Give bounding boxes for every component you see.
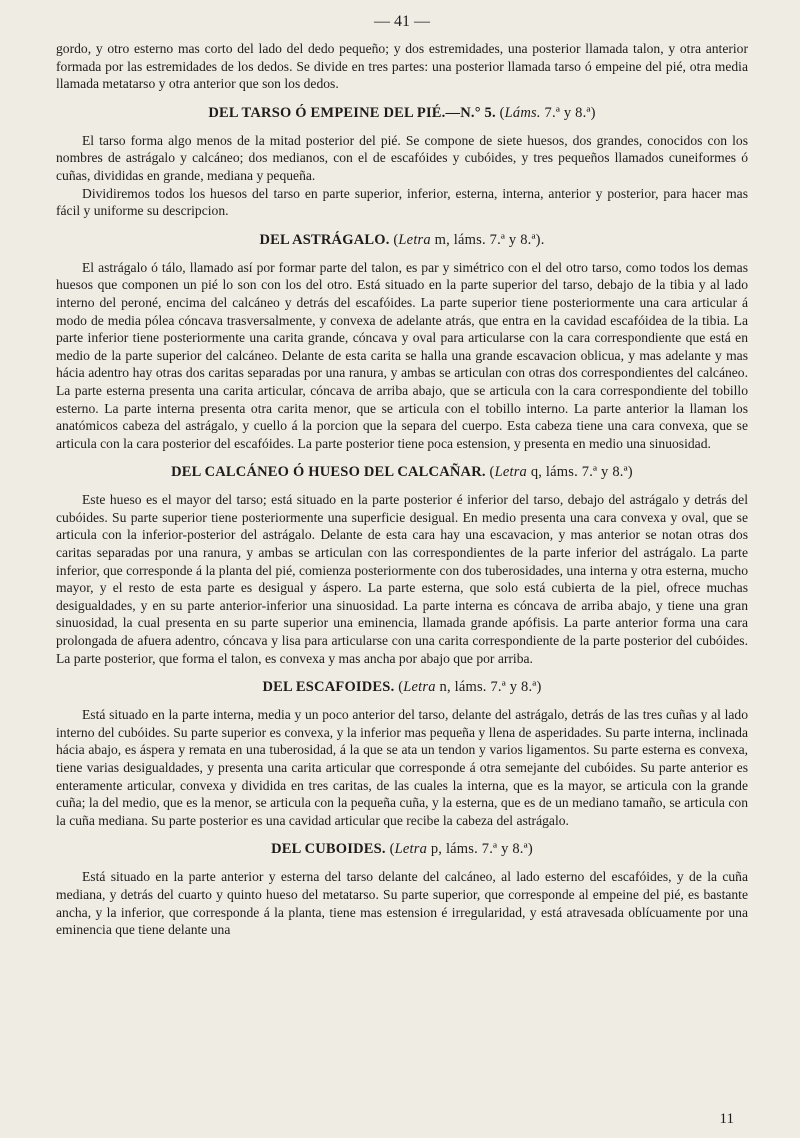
cuboides-paragraph: Está situado en la parte anterior y esterna del tarso delante del calcáneo, al lado esterno del escafóides, y de la cuña mediana, y detrás del cuarto y quinto hueso del metatarso. Su parte superior, que corresponde al empeine del pié, es bastante ancha, y la inferior, que corresponde á la planta, tiene mas estension é irregularidad, y está atravesada oblícuamente por una eminencia que tiene delante una (56, 869, 748, 938)
intro-paragraph: gordo, y otro esterno mas corto del lado del dedo pequeño; y dos estremidades, una posterior llamada talon, y otra anterior formada por las estremidades de los dedos. Se divide en tres partes: una posterior llamada tarso ó empeine del pié, otra media llamada metatarso y otra anterior que son los dedos. (56, 41, 748, 92)
section-heading-tarso (56, 104, 748, 122)
section-title: DEL CALCÁNEO Ó HUESO DEL CALCAÑAR. (171, 464, 486, 481)
section-title: DEL ESCAFOIDES. (262, 679, 395, 696)
astragalo-paragraph: El astrágalo ó tálo, llamado así por formar parte del talon, es par y simétrico con el del otro tarso, como todos los demas huesos que componen un pié lo son con los del otro. Está situado en la parte superior del tarso, debajo de la tibia y al lado interno del peroné, encima del calcáneo y detrás del escafóides. La parte superior tiene posteriormente una cara articular á modo de media pólea cóncava trasversalmente, y convexa de adelante atrás, que entra en la cavidad escafóidea de la tibia. La parte inferior tiene posteriormente una carita grande, cóncava y oval para articularse con la cara correspondiente que está en medio de la parte superior del calcáneo. Delante de esta carita se halla una grande escavacion oblicua, y mas adelante y mas hácia adentro hay otras dos caritas separadas por una ranura, y ambas se articulan con otras dos correspondientes del calcáneo. La parte esterna presenta una carita articular, cóncava de arriba abajo, que se articula con la cara correspondiente del tobillo esterno. La parte interna presenta otra carita menor, que se articula con el tobillo interno. La parte anterior la llaman los anatómicos cabeza del astrágalo, y cuello á la porcion que la separa del cuerpo. Esta cabeza tiene una cara convexa, que se articula con la cara posterior del escafóides. La parte posterior tiene poca estension, y presenta en medio una sinuosidad. (56, 259, 748, 451)
tarso-paragraph-2: Dividiremos todos los huesos del tarso en parte superior, inferior, esterna, interna, anterior y posterior, para hacer mas fácil y uniforme su descripcion. (56, 185, 748, 219)
calcaneo-paragraph: Este hueso es el mayor del tarso; está situado en la parte posterior é inferior del tarso, debajo del astrágalo y detrás del cubóides. Su parte superior tiene posteriormente una superficie desigual. En medio presenta una cara convexa y oval, que se articula con la inferior-posterior del astrágalo. Delante de esta cara hay una escavacion, y mas anterior se notan otras dos caritas separadas por una ranura, y ambas se articulan con las correspondientes de la parte inferior del astrágalo. La parte inferior, que corresponde á la planta del pié, comienza posteriormente con dos tuberosidades, una interna y otra esterna, mucho mayor, y el resto de esta parte es desigual y áspero. La parte esterna, que solo está cubierta de la piel, ofrece muchas desigualdades, y en su parte anterior-inferior una sinuosidad. La parte interna es cóncava de arriba abajo, y tiene una gran sinuosidad, la cual presenta en su parte superior una eminencia, llamada grande apófisis. La parte anterior forma una cara prolongada de afuera adentro, cóncava y lisa para articularse con una carita correspondiente de la parte posterior del cubóides. La parte posterior, que forma el talon, es convexa y mas ancha por abajo que por arriba. (56, 492, 748, 666)
section-reference: (Láms. 7.ª y 8.ª) (499, 104, 596, 121)
section-heading-escafoides (56, 678, 748, 696)
tarso-paragraph-1: El tarso forma algo menos de la mitad posterior del pié. Se compone de siete huesos, dos grandes, conocidos con los nombres de astrágalo y calcáneo; dos medianos, con el de escafóides y cubóides, y tres pequeños llamados cuneiformes ó cuñas, divididas en grande, mediana y pequeña. (56, 132, 748, 183)
escafoides-paragraph: Está situado en la parte interna, media y un poco anterior del tarso, delante del astrágalo, detrás de las tres cuñas y al lado interno del cubóides. Su parte superior es convexa, y la inferior mas pequeña y llena de asperidades. Su parte interna, inclinada hácia abajo, es áspera y remata en una tuberosidad, á la que se ata un tendon y varios ligamentos. Su parte esterna es convexa, tiene varias desigualdades, y presenta una carita articular que corresponde á otra semejante del cubóides. Su parte anterior es enteramente articular, convexa y dividida en tres caritas, de las cuales la interna, que es la mayor, se articula con la grande cuña; la del medio, que es la menor, se articula con la pequeña cuña, y la esterna, que es de un mediano tamaño, se articula con la cuña mediana. Su parte posterior es una cavidad articular que recibe la cabeza del astrágalo. (56, 707, 748, 828)
section-title: DEL TARSO Ó EMPEINE DEL PIÉ.—N.° 5. (208, 104, 496, 121)
section-reference: (Letra q, láms. 7.ª y 8.ª) (489, 464, 633, 481)
section-reference: (Letra n, láms. 7.ª y 8.ª) (398, 679, 542, 696)
section-heading-cuboides (56, 840, 748, 858)
page-number: — 41 — (374, 13, 430, 30)
section-reference: (Letra p, láms. 7.ª y 8.ª) (389, 841, 533, 858)
section-heading-astragalo (56, 231, 748, 249)
section-title: DEL ASTRÁGALO. (259, 231, 390, 248)
section-heading-calcaneo (56, 463, 748, 481)
section-title: DEL CUBOIDES. (271, 841, 386, 858)
section-reference: (Letra m, láms. 7.ª y 8.ª). (393, 231, 545, 248)
signature-mark: 11 (719, 1111, 734, 1127)
